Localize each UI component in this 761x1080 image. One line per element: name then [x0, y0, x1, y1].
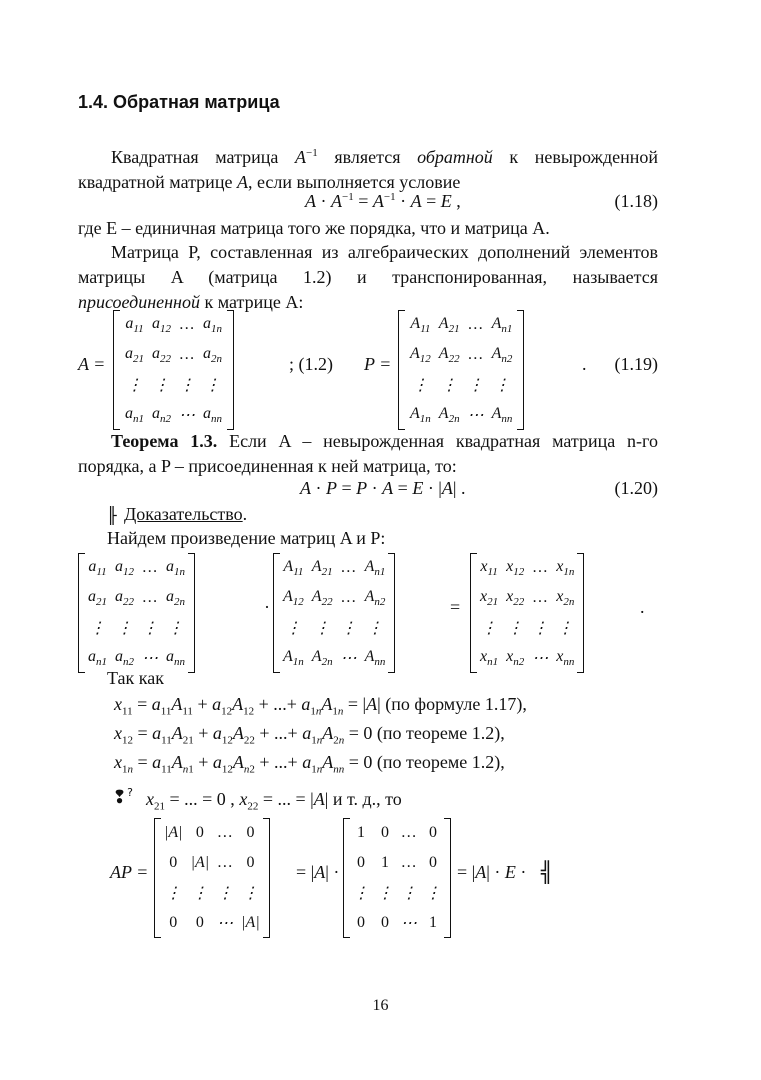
formula-x1n: $x_{1n} = a_{11}A_{n1} + a_{12}A_{n2}$ + ...+ $a_{1n}A_{nn} = 0$ (по теореме 1.2),	[114, 752, 505, 776]
product-matrix-p: $A_{11}$ $A_{21}$ … $A_{n1}$ $A_{12}$ $A_{22}$ … $A_{n2}$ ⋮ ⋮ ⋮ ⋮ $A_{1n}$ $A_{2n}$ ⋯ $A_{nn}$	[273, 553, 395, 673]
paragraph-where: где E – единичная матрица того же порядка, что и матрица A.	[78, 218, 550, 238]
matrix-p-label: P =	[364, 354, 392, 374]
equation-theorem: A · P = P · A = E · |A| .	[300, 478, 466, 498]
theorem-1-3: Теорема 1.3. Если A – невырожденная квадратная матрица n-го порядка, а P – присоединенная к ней матрица, то:	[78, 431, 658, 476]
etc-line: $x_{21}$ = ... = 0 , $x_{22}$ = ... = |A| и т. д., то	[146, 789, 402, 813]
matrix-identity: 1 0 … 0 0 1 … 0 ⋮ ⋮ ⋮ ⋮ 0 0 ⋯ 1	[343, 818, 451, 938]
page-number: 16	[372, 997, 389, 1014]
proof-start-icon: ╟	[107, 506, 117, 525]
matrix-a-label: A =	[78, 354, 106, 374]
proof-end-icon: ╣	[541, 860, 554, 884]
find-product-text: Найдем произведение матриц A и P:	[107, 528, 386, 548]
product-matrix-a: $a_{11}$ $a_{12}$ … $a_{1n}$ $a_{21}$ $a_{22}$ … $a_{2n}$ ⋮ ⋮ ⋮ ⋮ $a_{n1}$ $a_{n2}$ ⋯ $a_{nn}$	[78, 553, 195, 673]
question-icon: ❢?	[112, 786, 133, 808]
matrix-ap: |A| 0 … 0 0 |A| … 0 ⋮ ⋮ ⋮ ⋮ 0 0 ⋯ |A|	[154, 818, 270, 938]
matrix-p: $A_{11}$ $A_{21}$ … $A_{n1}$ $A_{12}$ $A_{22}$ … $A_{n2}$ ⋮ ⋮ ⋮ ⋮ $A_{1n}$ $A_{2n}$ ⋯ $A_{nn}$	[398, 310, 524, 430]
section-heading: 1.4. Обратная матрица	[78, 92, 280, 112]
product-matrix-x: $x_{11}$ $x_{12}$ … $x_{1n}$ $x_{21}$ $x_{22}$ … $x_{2n}$ ⋮ ⋮ ⋮ ⋮ $x_{n1}$ $x_{n2}$ ⋯ $x_{nn}$	[470, 553, 584, 673]
formula-x11: $x_{11} = a_{11}A_{11} + a_{12}A_{12}$ + ...+ $a_{1n}A_{1n} = |A|$ (по формуле 1.17),	[114, 694, 527, 718]
equation-number-1-19: (1.19)	[614, 354, 658, 374]
equation-number-1-2: ; (1.2)	[289, 354, 333, 374]
ap-label: AP =	[110, 862, 149, 882]
equation-inverse: $A \cdot A^{-1} = A^{-1} \cdot A = E$ ,	[305, 191, 461, 211]
since-text: Так как	[107, 668, 164, 688]
paragraph-adjoint: Матрица P, составленная из алгебраических дополнений элементов матрицы A (матрица 1.2) и транспонированная, называется присоединенной к матрице A:	[78, 242, 658, 312]
proof-label: Доказательство.	[124, 504, 248, 524]
matrix-a: $a_{11}$ $a_{12}$ … $a_{1n}$ $a_{21}$ $a_{22}$ … $a_{2n}$ ⋮ ⋮ ⋮ ⋮ $a_{n1}$ $a_{n2}$ ⋯ $a_{nn}$	[113, 310, 234, 430]
equation-number-1-20: (1.20)	[614, 478, 658, 498]
paragraph-definition: Квадратная матрица $A^{-1}$ является обратной к невырожденной квадратной матрице A, если выполняется условие	[78, 147, 658, 192]
formula-x12: $x_{12} = a_{11}A_{21} + a_{12}A_{22}$ + ...+ $a_{1n}A_{2n} = 0$ (по теореме 1.2),	[114, 723, 505, 747]
equation-number-1-18: (1.18)	[614, 191, 658, 211]
